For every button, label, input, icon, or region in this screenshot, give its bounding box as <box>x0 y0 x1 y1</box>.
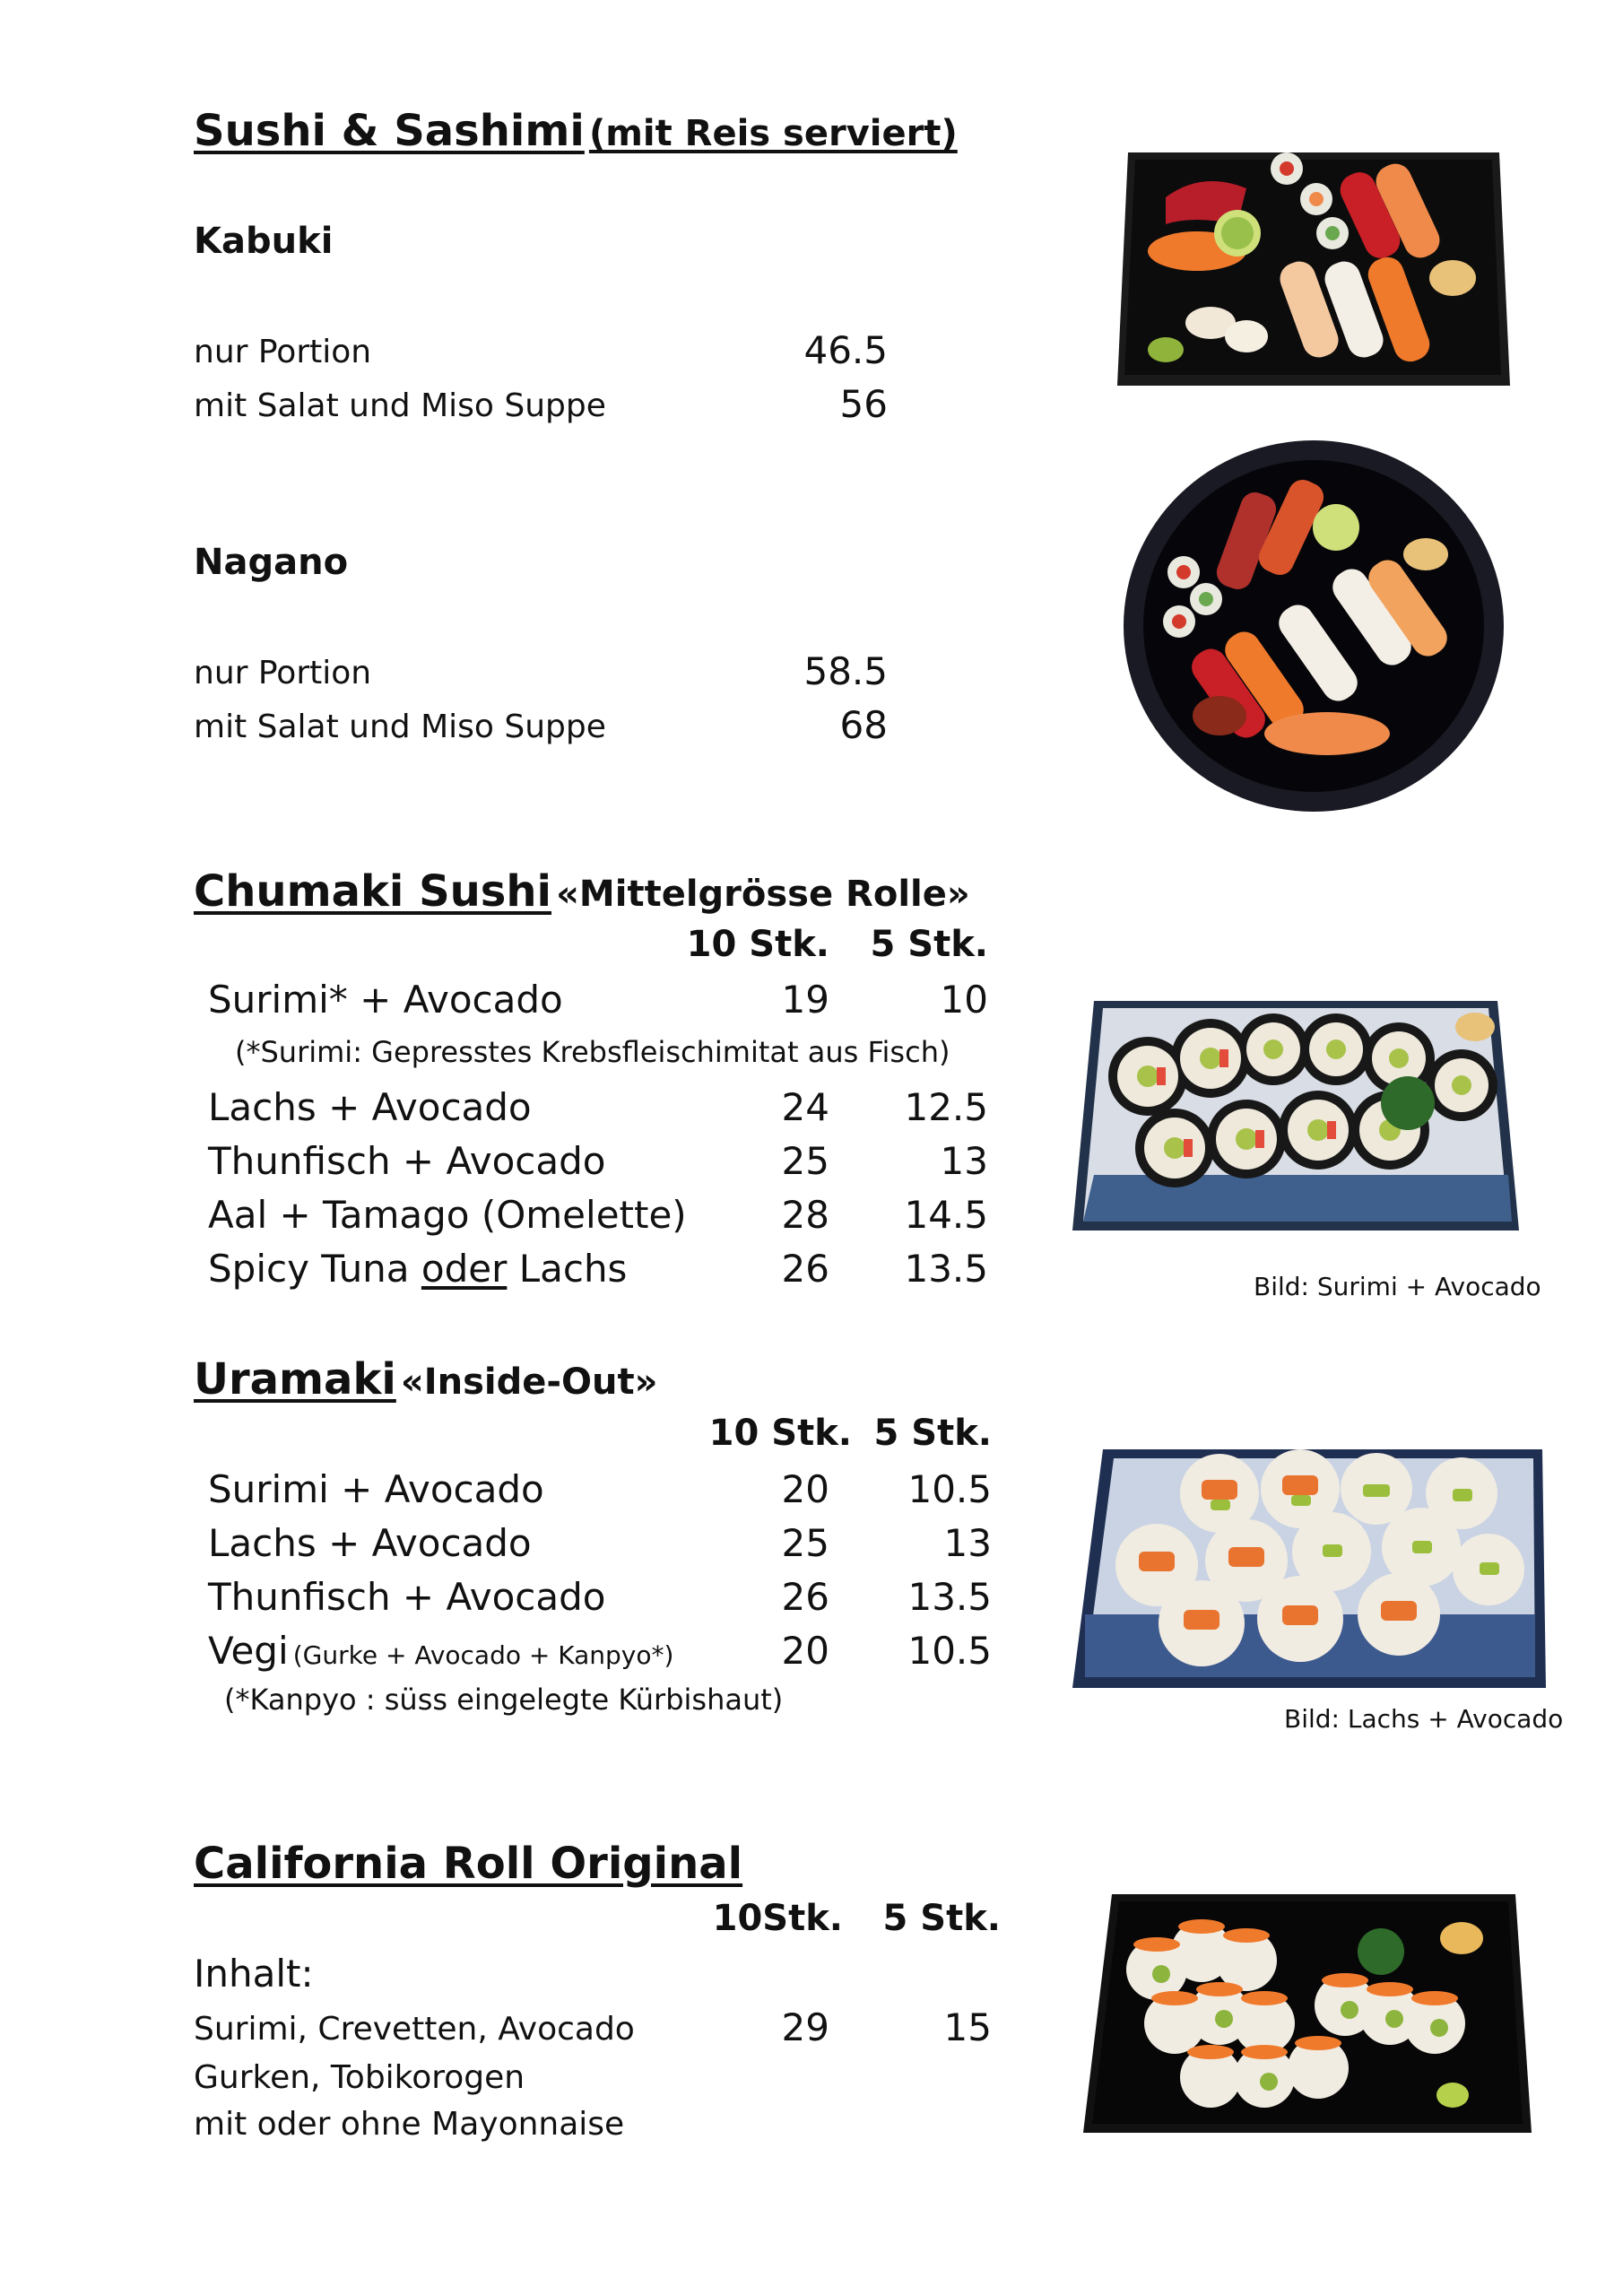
menu-item-price-10: 29 <box>781 2005 829 2049</box>
menu-item-label: Aal + Tamago (Omelette) <box>208 1193 687 1237</box>
menu-item-label <box>208 1629 673 1673</box>
menu-item-label: Surimi + Avocado <box>208 1467 544 1511</box>
section-sushi-sashimi <box>194 106 958 156</box>
menu-item-label: mit Salat und Miso Suppe <box>194 709 606 745</box>
section-uramaki <box>194 1354 657 1405</box>
menu-item-label: mit Salat und Miso Suppe <box>194 387 606 424</box>
menu-item-label: Surimi* + Avocado <box>208 978 563 1022</box>
ingredients-line: mit oder ohne Mayonnaise <box>194 2106 625 2143</box>
image-caption: Bild: Lachs + Avocado <box>1284 1704 1564 1734</box>
section-title: Sushi & Sashimi <box>194 106 585 156</box>
footnote: (*Kanpyo : süss eingelegte Kürbishaut) <box>224 1683 784 1717</box>
label-part: Spicy Tuna <box>208 1247 421 1291</box>
kabuki-title: Kabuki <box>194 221 334 262</box>
menu-item-price-5: 12.5 <box>904 1085 988 1129</box>
column-header-10: 10 Stk. <box>708 1413 852 1454</box>
menu-item-price-5: 14.5 <box>904 1193 988 1237</box>
column-header-10: 10Stk. <box>712 1898 843 1939</box>
menu-item-price: 46.5 <box>803 328 888 372</box>
california-roll-photo <box>1076 1889 1542 2140</box>
menu-item-price-5: 15 <box>943 2005 992 2049</box>
section-subtitle: «Inside-Out» <box>400 1361 658 1403</box>
menu-item-label: nur Portion <box>194 655 372 691</box>
menu-item-price-10: 20 <box>781 1629 829 1673</box>
menu-item-price-5: 13 <box>940 1139 988 1183</box>
nagano-sushi-photo <box>1121 438 1506 814</box>
chumaki-roll-photo <box>1067 996 1524 1238</box>
column-header-5: 5 Stk. <box>882 1898 1001 1939</box>
menu-item-label <box>208 1247 627 1291</box>
menu-item-price-5: 10.5 <box>907 1629 992 1673</box>
ingredients-line: Gurken, Tobikorogen <box>194 2059 525 2096</box>
menu-item-price-5: 10 <box>940 978 988 1022</box>
label-detail: (Gurke + Avocado + Kanpyo*) <box>292 1640 674 1670</box>
section-subtitle: «Mittelgrösse Rolle» <box>556 874 970 915</box>
section-chumaki <box>194 866 970 917</box>
menu-item-label: Lachs + Avocado <box>208 1085 532 1129</box>
label-main: Vegi <box>208 1629 289 1673</box>
uramaki-roll-photo <box>1067 1444 1551 1695</box>
menu-item-price: 68 <box>839 703 888 747</box>
menu-item-price-10: 26 <box>781 1575 829 1619</box>
menu-item-price: 58.5 <box>803 649 888 693</box>
menu-item-label: Thunfisch + Avocado <box>208 1575 606 1619</box>
menu-item-label: nur Portion <box>194 334 372 370</box>
image-caption: Bild: Surimi + Avocado <box>1254 1272 1541 1301</box>
menu-item-price-10: 20 <box>781 1467 829 1511</box>
column-header-5: 5 Stk. <box>870 924 988 965</box>
menu-item-price-10: 25 <box>781 1139 829 1183</box>
column-header-10: 10 Stk. <box>686 924 829 965</box>
section-title-california: California Roll Original <box>194 1839 743 1889</box>
menu-item-price-10: 25 <box>781 1521 829 1565</box>
kabuki-sushi-photo <box>1112 144 1515 395</box>
menu-item-label: Thunfisch + Avocado <box>208 1139 606 1183</box>
menu-item-price-10: 19 <box>781 978 829 1022</box>
label-underlined: oder <box>421 1247 508 1291</box>
menu-item-price-10: 24 <box>781 1085 829 1129</box>
ingredients-line: Surimi, Crevetten, Avocado <box>194 2011 635 2048</box>
menu-item-price-10: 26 <box>781 1247 829 1291</box>
footnote: (*Surimi: Gepresstes Krebsfleischimitat aus Fisch) <box>235 1035 950 1069</box>
section-title: Chumaki Sushi <box>194 866 551 917</box>
menu-item-price-5: 13.5 <box>907 1575 992 1619</box>
menu-item-price-5: 10.5 <box>907 1467 992 1511</box>
column-header-5: 5 Stk. <box>873 1413 992 1454</box>
label-part: Lachs <box>507 1247 628 1291</box>
section-title: Uramaki <box>194 1354 396 1405</box>
menu-item-label: Lachs + Avocado <box>208 1521 532 1565</box>
menu-item-price-10: 28 <box>781 1193 829 1237</box>
menu-item-price-5: 13 <box>943 1521 992 1565</box>
section-subtitle: (mit Reis serviert) <box>588 113 958 154</box>
nagano-title: Nagano <box>194 542 349 583</box>
inhalt-label: Inhalt: <box>194 1952 314 1996</box>
menu-item-price-5: 13.5 <box>904 1247 988 1291</box>
menu-item-price: 56 <box>839 382 888 426</box>
